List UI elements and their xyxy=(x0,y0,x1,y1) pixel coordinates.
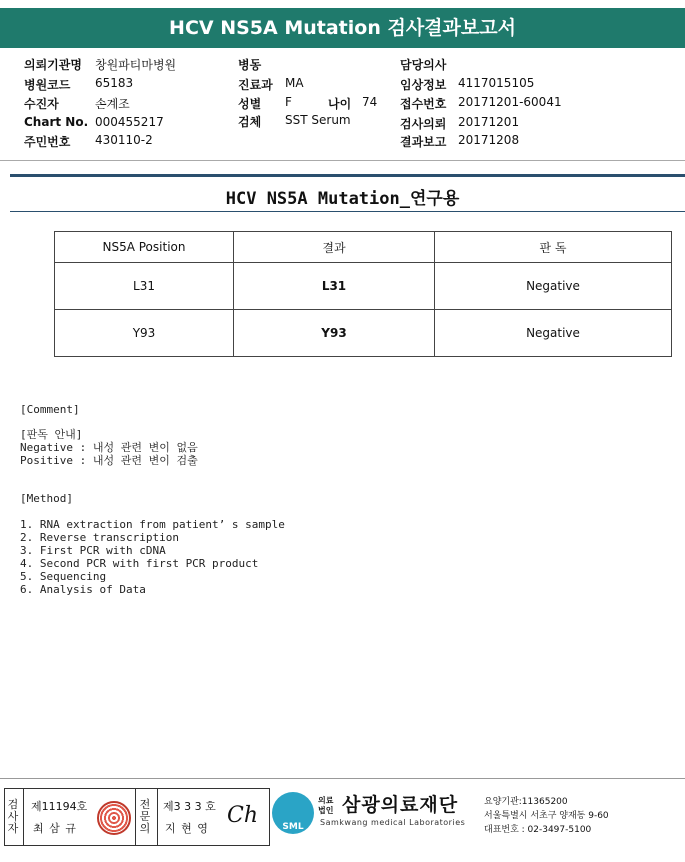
interpretation-cell: Negative xyxy=(435,310,672,357)
report-date-label: 결과보고 xyxy=(400,135,447,149)
footer-divider xyxy=(0,778,685,779)
chart-label: Chart No. xyxy=(24,115,89,129)
request-date-value: 20171201 xyxy=(458,115,520,129)
method-step: 3. First PCR with cDNA xyxy=(20,544,166,557)
sex-label: 성별 xyxy=(238,97,262,111)
org-english-name: Samkwang medical Laboratories xyxy=(320,818,466,827)
receipt-value: 20171201-60041 xyxy=(458,95,562,109)
organization-block xyxy=(272,788,682,844)
dept-label: 진료과 xyxy=(238,78,273,92)
signature-icon: Ch xyxy=(227,803,259,828)
interpretation-cell: Negative xyxy=(435,263,672,310)
hospital-code-value: 65183 xyxy=(95,76,134,90)
sex-value: F xyxy=(285,95,292,109)
signature-box xyxy=(4,788,270,846)
org-phone: 대표번호 : 02-3497-5100 xyxy=(484,825,592,835)
receipt-label: 접수번호 xyxy=(400,97,447,111)
specimen-value: SST Serum xyxy=(285,113,351,127)
resident-value: 430110-2 xyxy=(95,133,153,147)
seal-stamp-icon xyxy=(97,801,131,835)
guide-negative: Negative : 내성 관련 변이 없음 xyxy=(20,441,198,454)
position-cell: Y93 xyxy=(55,310,234,357)
method-step: 6. Analysis of Data xyxy=(20,583,146,596)
age-label: 나이 xyxy=(328,97,352,111)
tester-vertical-label xyxy=(7,799,21,835)
org-corp-label: 의료 법인 xyxy=(318,796,334,815)
result-cell: Y93 xyxy=(234,310,435,357)
method-step: 2. Reverse transcription xyxy=(20,531,179,544)
sig-divider xyxy=(23,789,24,845)
sml-logo-icon xyxy=(272,792,314,834)
results-table xyxy=(54,231,672,357)
col-header-interpretation: 판 독 xyxy=(435,232,672,263)
age-value: 74 xyxy=(362,95,378,109)
comment-heading: [Comment] xyxy=(20,403,80,416)
method-step: 1. RNA extraction from patient’ s sample xyxy=(20,518,285,531)
report-title: HCV NS5A Mutation_연구용 xyxy=(225,189,460,209)
chart-value: 000455217 xyxy=(95,115,164,129)
logo-text: SML xyxy=(282,822,304,832)
tester-name: 최 삼 규 xyxy=(33,822,77,835)
sig-divider xyxy=(157,789,158,845)
org-name: 삼광의료재단 xyxy=(342,794,459,816)
title-rule-bottom xyxy=(10,211,685,212)
clinical-info-value: 4117015105 xyxy=(458,76,535,90)
table-row xyxy=(55,310,672,357)
table-header-row xyxy=(55,232,672,263)
resident-label: 주민번호 xyxy=(24,135,71,149)
institution-label: 의뢰기관명 xyxy=(24,58,82,72)
method-heading: [Method] xyxy=(20,492,73,505)
header-divider xyxy=(0,160,685,161)
org-address: 서울특별시 서초구 양재동 9-60 xyxy=(484,811,609,821)
guide-heading: [판독 안내] xyxy=(20,428,83,441)
method-step: 4. Second PCR with first PCR product xyxy=(20,557,259,570)
specialist-vertical-text: 전문의 xyxy=(139,798,151,835)
sig-divider xyxy=(135,789,136,845)
report-date-value: 20171208 xyxy=(458,133,520,147)
hospital-code-label: 병원코드 xyxy=(24,78,71,92)
col-header-result: 결과 xyxy=(234,232,435,263)
patient-label: 수진자 xyxy=(24,97,59,111)
doctor-label: 담당의사 xyxy=(400,58,447,72)
dept-value: MA xyxy=(285,76,304,90)
patient-info-block xyxy=(0,54,685,154)
tester-vertical-text: 검사자 xyxy=(7,798,19,835)
title-rule-top xyxy=(10,174,685,177)
ward-label: 병동 xyxy=(238,58,262,72)
request-date-label: 검사의뢰 xyxy=(400,117,447,131)
institution-value: 창원파티마병원 xyxy=(95,58,177,72)
clinical-info-label: 임상정보 xyxy=(400,78,447,92)
org-code: 요양기관:11365200 xyxy=(484,797,568,807)
guide-positive: Positive : 내성 관련 변이 검출 xyxy=(20,454,198,467)
patient-value: 손계조 xyxy=(95,97,130,111)
result-cell: L31 xyxy=(234,263,435,310)
specialist-license: 제3 3 3 호 xyxy=(163,800,216,813)
specialist-name: 지 현 영 xyxy=(165,822,209,835)
tester-license: 제11194호 xyxy=(31,800,88,813)
report-banner-title: HCV NS5A Mutation 검사결과보고서 xyxy=(0,8,685,48)
position-cell: L31 xyxy=(55,263,234,310)
method-step: 5. Sequencing xyxy=(20,570,107,583)
specimen-label: 검체 xyxy=(238,115,262,129)
col-header-position: NS5A Position xyxy=(55,232,234,263)
specialist-vertical-label xyxy=(139,799,153,835)
table-row xyxy=(55,263,672,310)
